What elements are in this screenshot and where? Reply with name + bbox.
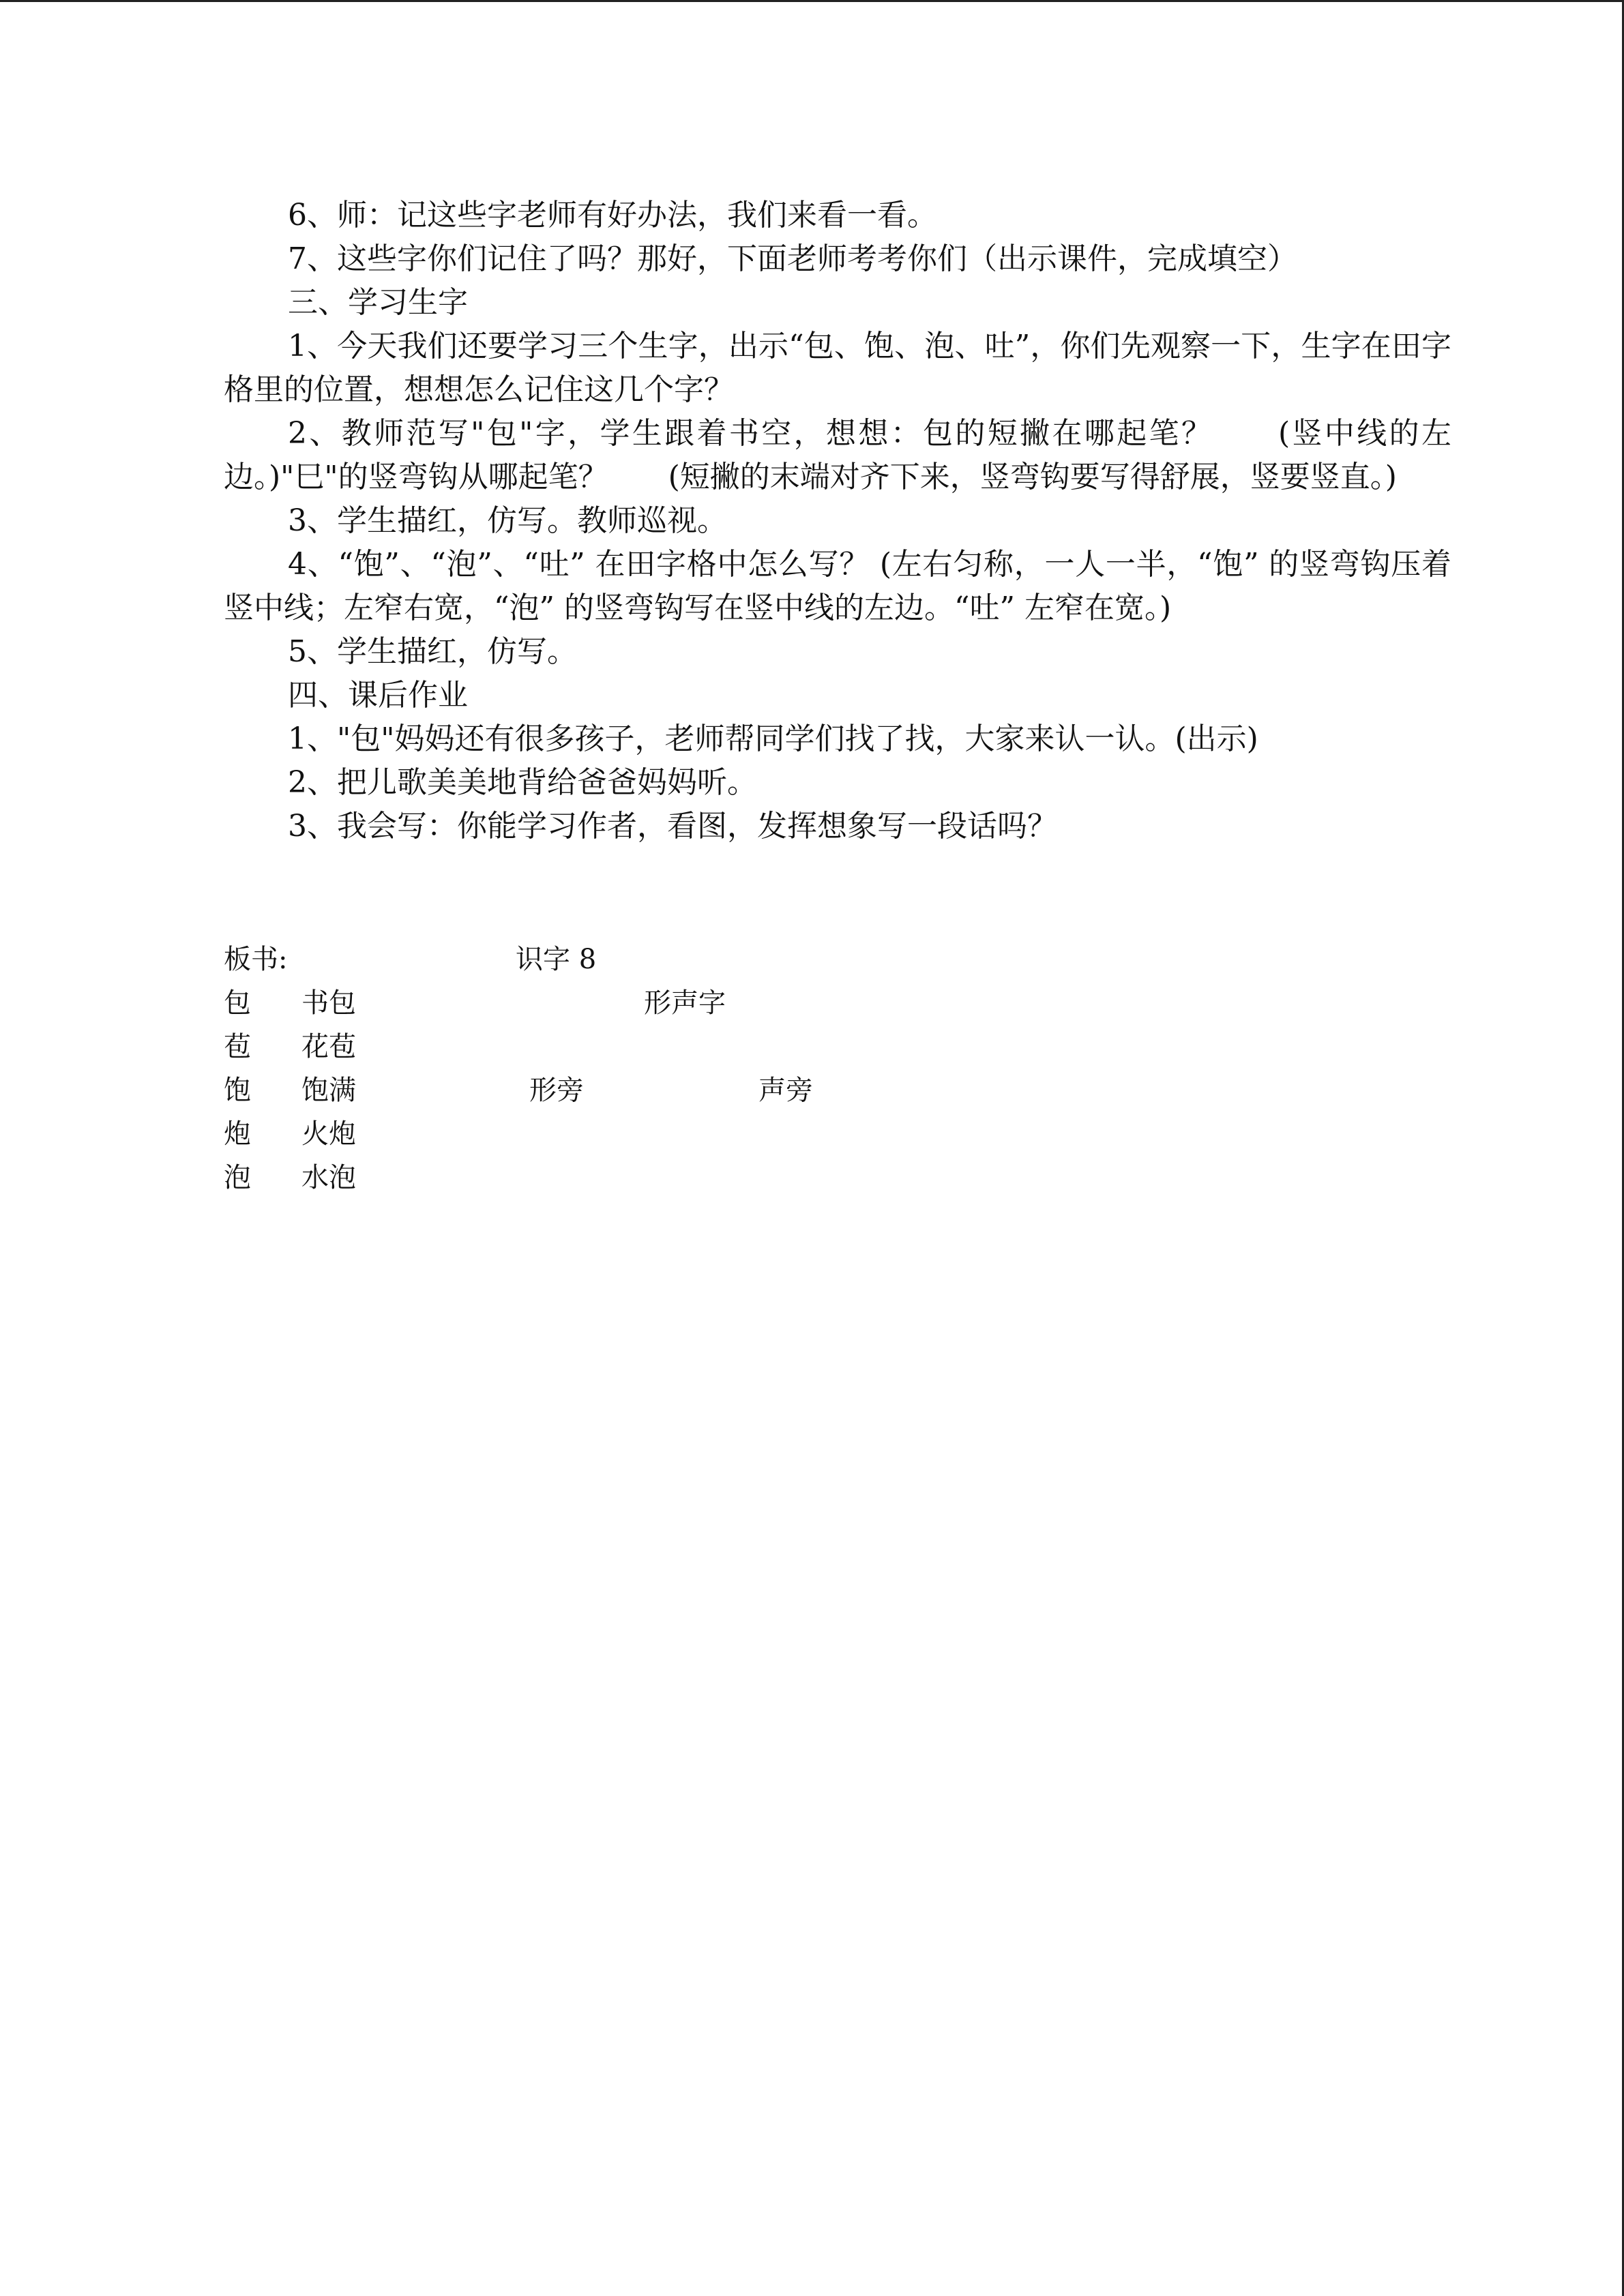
board-semantic-radical: 形旁: [529, 1075, 584, 1106]
board-char-row-1: 包: [224, 987, 251, 1019]
board-char-row-2: 苞: [224, 1031, 251, 1062]
board-word-row-1: 书包: [301, 987, 356, 1019]
board-char-row-5: 泡: [224, 1162, 251, 1193]
board-phonetic-radical: 声旁: [758, 1075, 813, 1106]
board-label: 板书:: [224, 944, 288, 975]
top-border-line: [0, 0, 1624, 2]
board-category: 形声字: [644, 987, 726, 1019]
board-word-row-3: 饱满: [301, 1075, 356, 1106]
paragraph-step-7: 7、这些字你们记住了吗？那好，下面老师考考你们（出示课件，完成填空）: [288, 241, 1297, 276]
board-title: 识字 8: [516, 944, 597, 975]
paragraph-step-6: 6、师：记这些字老师有好办法，我们来看一看。: [288, 198, 937, 233]
paragraph-learn-1: 1、今天我们还要学习三个生字，出示“包、饱、泡、吐”，你们先观察一下，生字在田字格里的位置，想想怎么记住这几个字？: [224, 329, 1451, 407]
paragraph-learn-5: 5、学生描红，仿写。: [288, 634, 577, 669]
board-char-row-3: 饱: [224, 1075, 251, 1106]
paragraph-homework-1: 1、"包"妈妈还有很多孩子，老师帮同学们找了找，大家来认一认。(出示): [288, 721, 1258, 756]
board-word-row-2: 花苞: [301, 1031, 356, 1062]
board-word-row-5: 水泡: [301, 1162, 356, 1193]
blackboard-layout: [224, 938, 1451, 1210]
paragraph-homework-2: 2、把儿歌美美地背给爸爸妈妈听。: [288, 765, 757, 800]
paragraph-homework-3: 3、我会写：你能学习作者，看图，发挥想象写一段话吗？: [288, 809, 1057, 844]
section-heading-homework: 四、课后作业: [288, 678, 468, 713]
paragraph-learn-3: 3、学生描红，仿写。教师巡视。: [288, 503, 727, 538]
board-char-row-4: 炮: [224, 1118, 251, 1150]
section-heading-learn-characters: 三、学习生字: [288, 285, 468, 320]
paragraph-learn-4: 4、“饱”、“泡”、“吐” 在田字格中怎么写？ (左右匀称，一人一半，“饱” 的竖弯钩压着竖中线；左窄右宽，“泡” 的竖弯钩写在竖中线的左边。“吐” 左窄在宽。): [224, 547, 1451, 625]
board-word-row-4: 火炮: [301, 1118, 356, 1150]
paragraph-learn-2: 2、教师范写"包"字，学生跟着书空，想想：包的短撇在哪起笔？ (竖中线的左边。)"巳"的竖弯钩从哪起笔？ (短撇的末端对齐下来，竖弯钩要写得舒展，竖要竖直。): [224, 416, 1451, 494]
lesson-body: [224, 194, 1451, 848]
